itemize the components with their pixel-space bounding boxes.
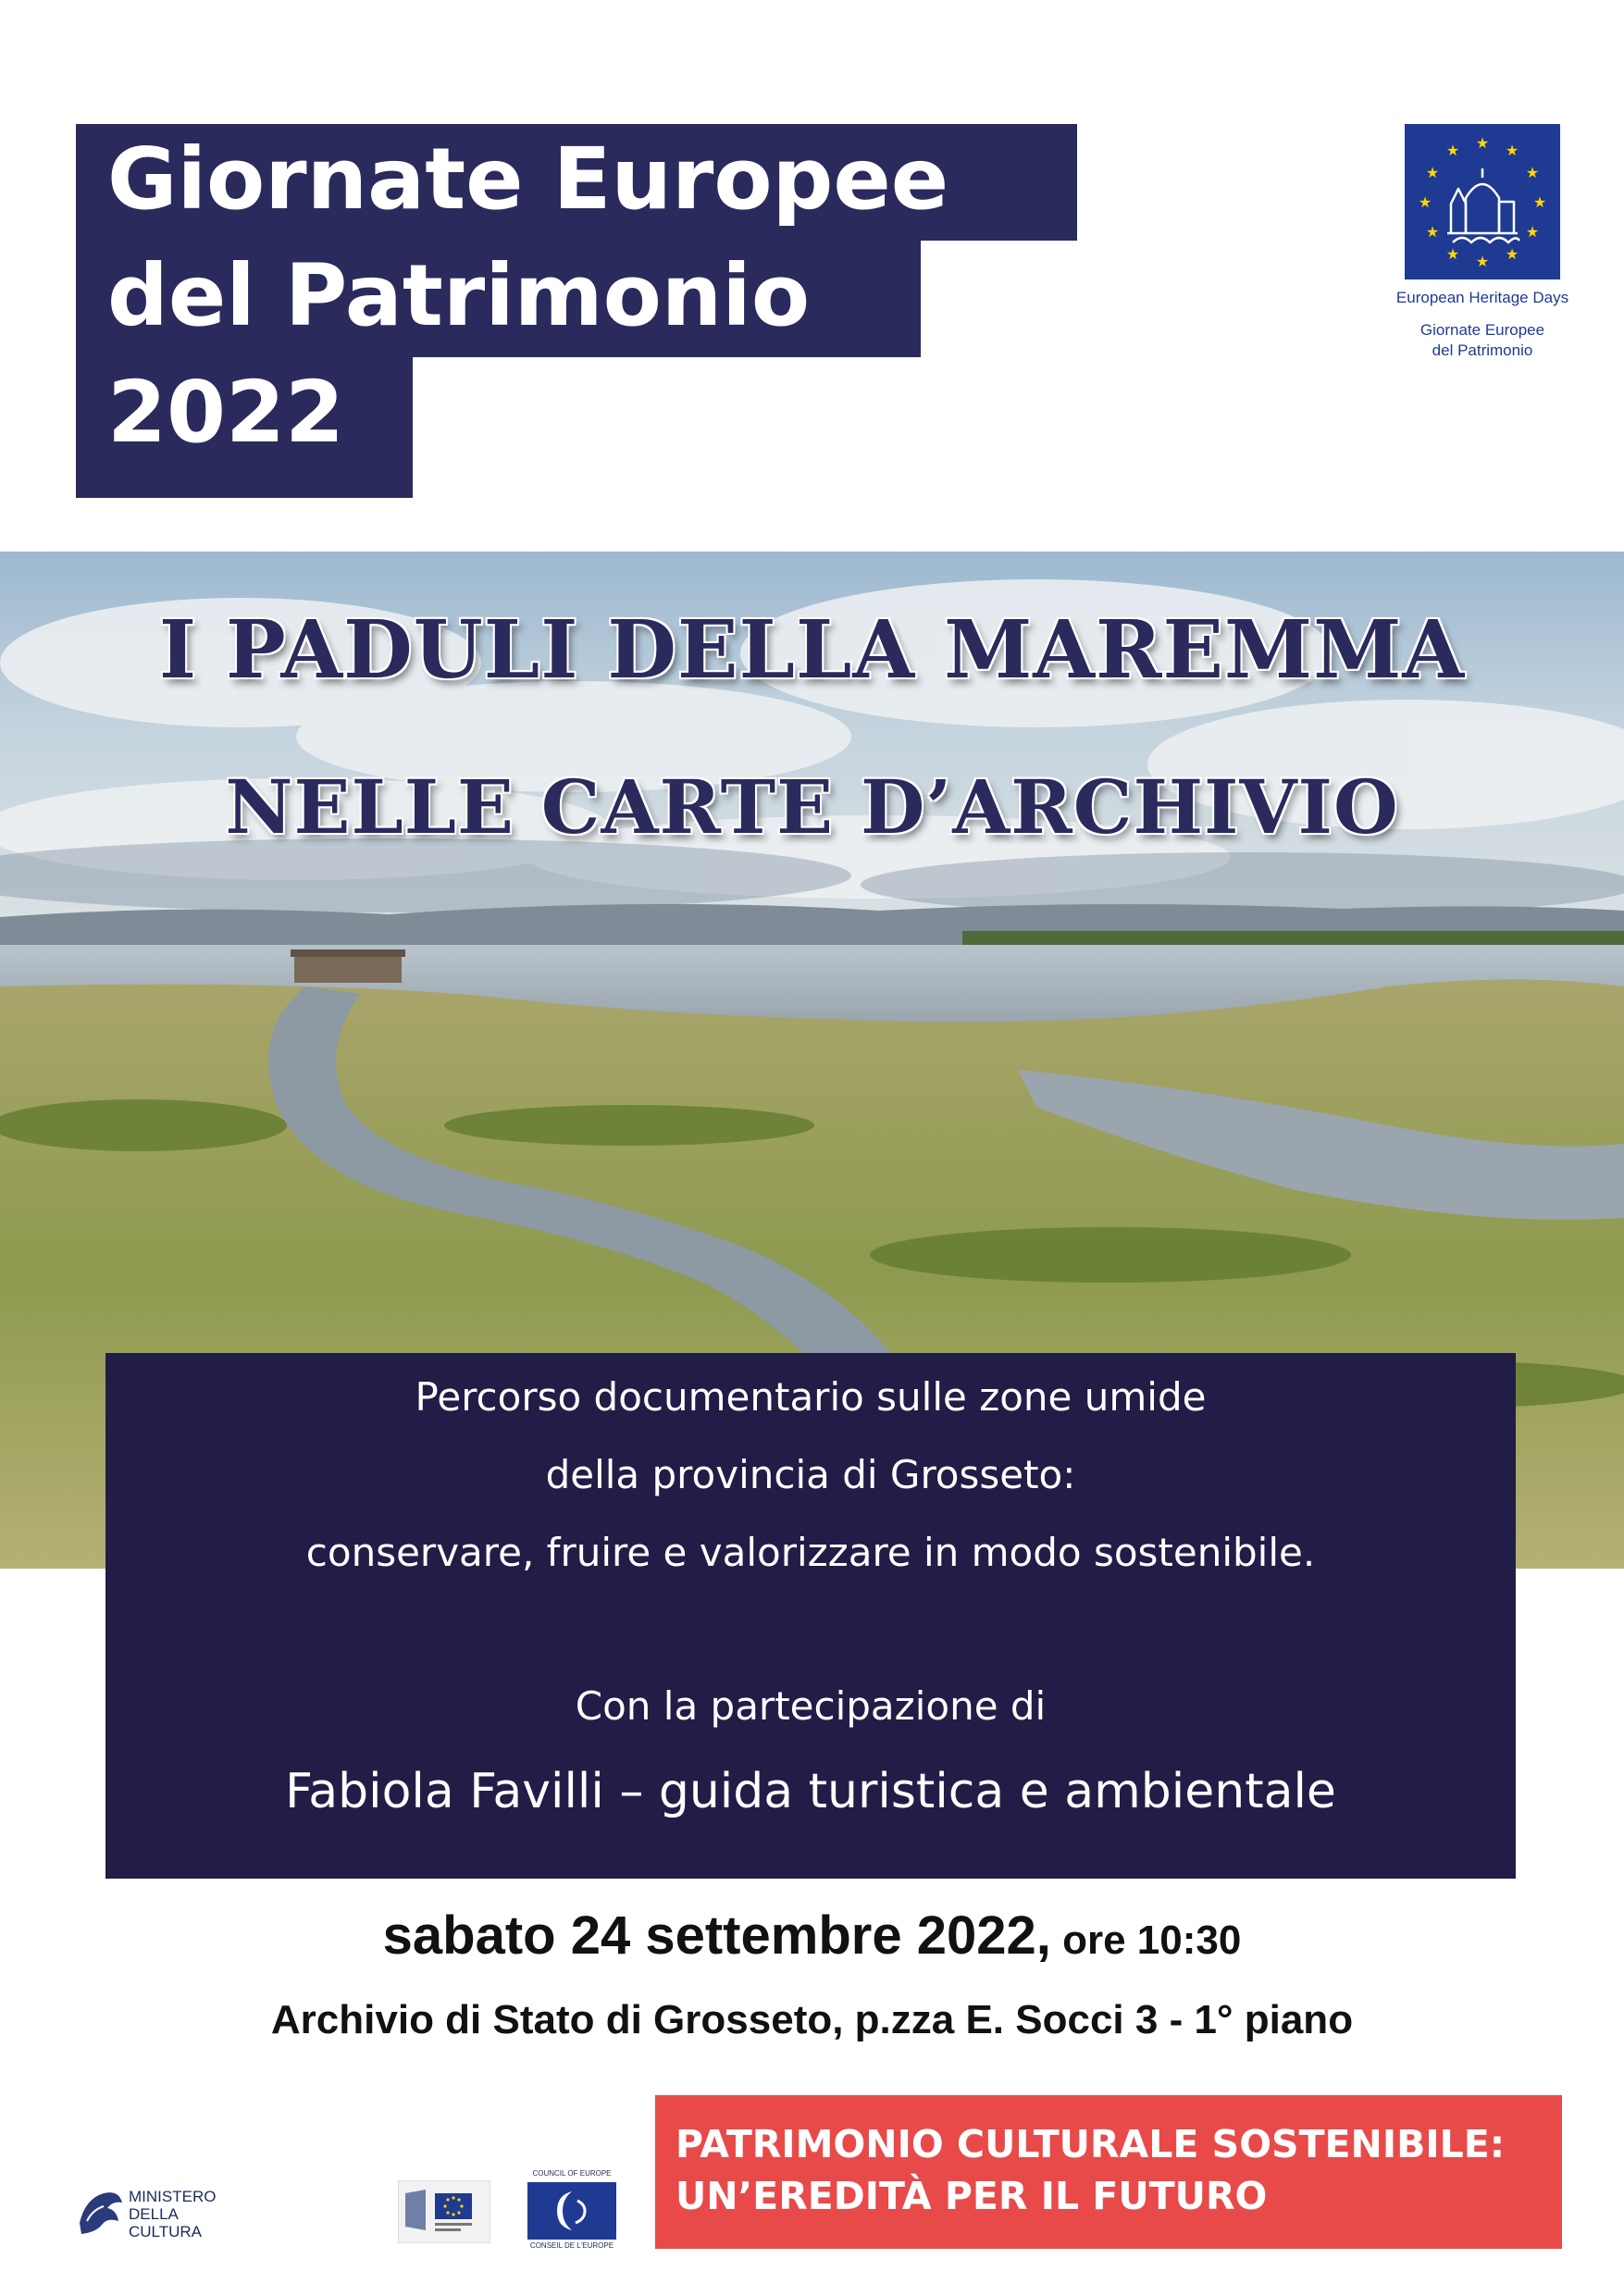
info-line-1: Percorso documentario sulle zone umide [415,1374,1207,1420]
svg-text:★: ★ [1475,253,1490,270]
ehd-caption-italian: Giornate Europee del Patrimonio [1419,321,1545,359]
banner-line-2: UN’EREDITÀ PER IL FUTURO [676,2174,1268,2218]
banner-line-1: PATRIMONIO CULTURALE SOSTENIBILE: [676,2122,1506,2166]
svg-text:★: ★ [1445,142,1460,159]
svg-text:★: ★ [1425,164,1440,181]
svg-text:★: ★ [1525,164,1540,181]
headline-line-2: NELLE CARTE D’ARCHIVIO [225,763,1399,850]
event-location: Archivio di Stato di Grosseto, p.zza E. Socci 3 - 1° piano [270,1997,1354,2042]
event-time: ore 10:30 [1050,1917,1242,1963]
european-heritage-days-logo-icon [1405,124,1560,279]
info-line-2: della provincia di Grosseto: [545,1452,1076,1497]
svg-text:★: ★ [1505,142,1519,159]
speaker-line: Fabiola Favilli – guida turistica e ambientale [285,1764,1336,1819]
svg-text:★: ★ [1445,245,1460,263]
title-line-2: del Patrimonio [76,241,921,357]
event-date: sabato 24 settembre 2022, [382,1905,1051,1966]
council-of-europe-label: COUNCIL OF EUROPE [532,2169,612,2178]
info-line-4: Con la partecipazione di [575,1683,1047,1729]
info-line-3: conservare, fruire e valorizzare in modo sostenibile. [305,1530,1316,1575]
svg-text:★: ★ [1418,193,1432,211]
title-line-1: Giornate Europee [76,124,1077,241]
svg-text:★: ★ [1505,245,1519,263]
svg-text:★: ★ [1425,223,1440,241]
info-box [105,1353,1516,1879]
ministero-cultura-label: MINISTERO DELLA CULTURA [129,2188,217,2240]
svg-text:★: ★ [1525,223,1540,241]
headline-line-1: I PADULI DELLA MAREMMA [158,603,1466,697]
svg-text:★: ★ [1475,134,1490,152]
event-date-line [0,1905,1624,1967]
council-of-europe-logo-icon [524,2169,620,2253]
title-line-3: 2022 [76,357,413,498]
svg-text:★: ★ [1532,193,1547,211]
european-commission-logo-icon [398,2180,490,2243]
conseil-de-l-europe-label: CONSEIL DE L'EUROPE [529,2241,614,2250]
theme-banner [655,2095,1562,2249]
ehd-caption-english: European Heritage Days [1395,289,1569,306]
